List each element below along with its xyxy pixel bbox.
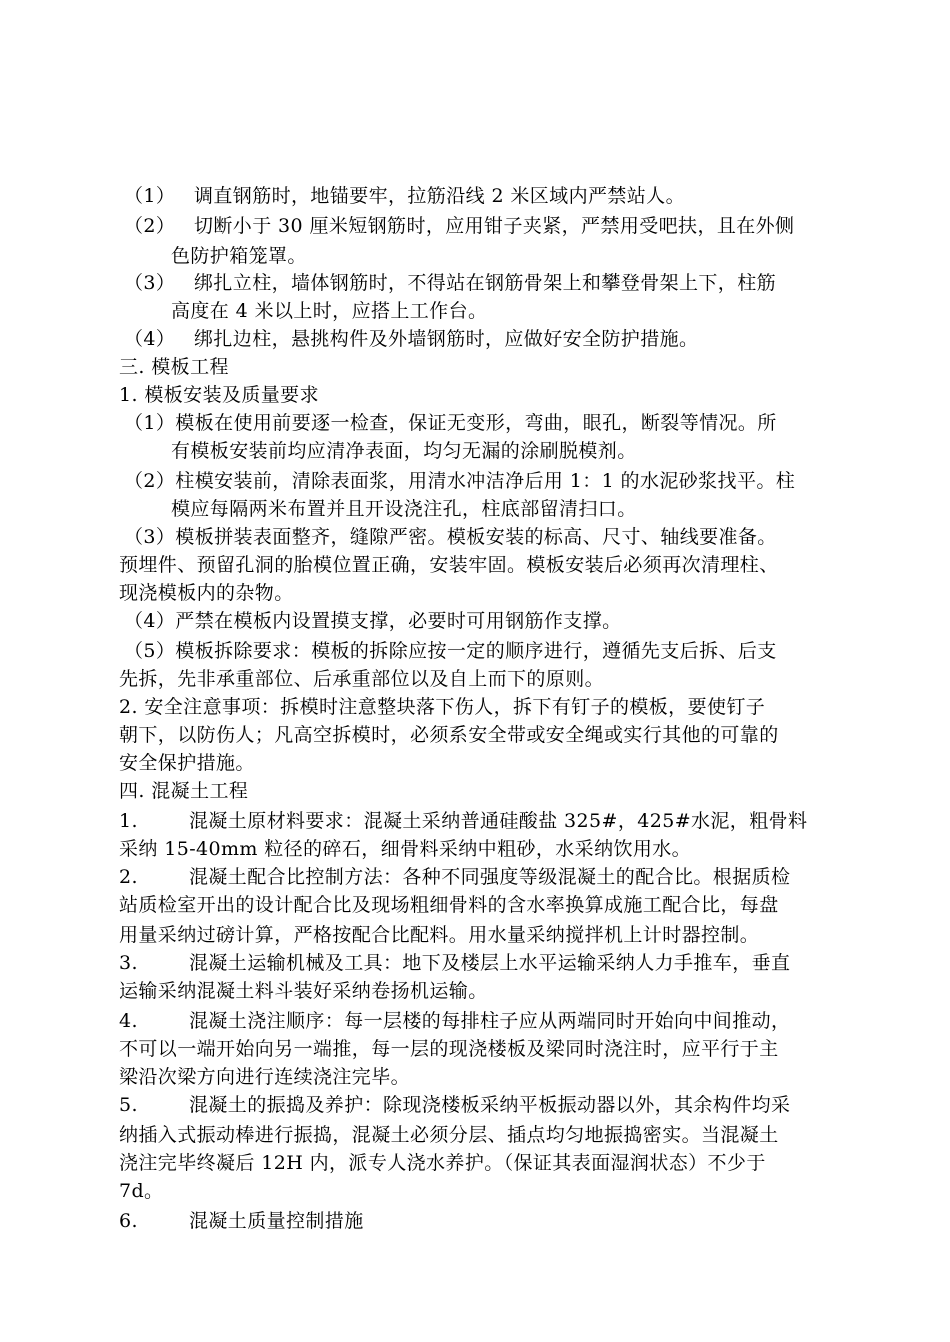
section-heading-concrete: 四. 混凝土工程 [119,780,249,802]
paragraph-line: （2）柱模安装前，清除表面浆，用清水冲洁净后用 1：1 的水泥砂浆找平。柱 [124,470,796,492]
paragraph-line: 用量采纳过磅计算，严格按配合比配料。用水量采纳搅拌机上计时器控制。 [119,924,760,946]
paragraph-line: （5）模板拆除要求：模板的拆除应按一定的顺序进行，遵循先支后拆、后支 [124,640,777,662]
list-number: （4） [124,328,176,350]
paragraph-line: （3）模板拼装表面整齐，缝隙严密。模板安装的标高、尺寸、轴线要准备。 [124,526,777,548]
section-heading-formwork: 三. 模板工程 [119,356,229,378]
paragraph-line: 高度在 4 米以上时，应搭上工作台。 [171,300,488,322]
paragraph-line: 梁沿次梁方向进行连续浇注完毕。 [119,1066,411,1088]
list-number: 3. [119,952,138,974]
paragraph-line: 运输采纳混凝土料斗装好采纳卷扬机运输。 [119,980,488,1002]
list-item-concrete-quality [119,1206,364,1236]
list-item-concrete-materials [119,806,807,836]
paragraph-text: 混凝土的振捣及养护：除现浇楼板采纳平板振动器以外，其余构件均采 [189,1094,791,1116]
list-item-concrete-vibrate [119,1090,790,1120]
list-item-rebar-straighten [124,181,685,211]
list-number: 4. [119,1010,138,1032]
paragraph-line: 现浇模板内的杂物。 [119,582,294,604]
paragraph-line: 采纳 15-40mm 粒径的碎石，细骨料采纳中粗砂，水采纳饮用水。 [119,838,692,860]
list-item-concrete-transport [119,948,790,978]
paragraph-text: 切断小于 30 厘米短钢筋时，应用钳子夹紧，严禁用受吧扶，且在外侧 [194,215,795,237]
paragraph-text: 混凝土原材料要求：混凝土采纳普通硅酸盐 325#，425#水泥，粗骨料 [189,810,808,832]
paragraph-line: 先拆，先非承重部位、后承重部位以及自上而下的原则。 [119,668,605,690]
paragraph-line: 2. 安全注意事项：拆模时注意整块落下伤人，拆下有钉子的模板，要使钉子 [119,696,766,718]
paragraph-text: 混凝土运输机械及工具：地下及楼层上水平运输采纳人力手推车，垂直 [189,952,791,974]
list-number: 2. [119,866,138,888]
list-number: 1. [119,810,138,832]
list-item-rebar-tie-column [124,268,776,298]
paragraph-text: 绑扎立柱，墙体钢筋时，不得站在钢筋骨架上和攀登骨架上下，柱筋 [194,272,777,294]
paragraph-line: 有模板安装前均应清净表面，均匀无漏的涂刷脱模剂。 [171,440,637,462]
paragraph-line: 不可以一端开始向另一端推，每一层的现浇楼板及梁同时浇注时，应平行于主 [119,1038,779,1060]
paragraph-text: 绑扎边柱，悬挑构件及外墙钢筋时，应做好安全防护措施。 [194,328,699,350]
list-item-rebar-cut [124,211,794,241]
paragraph-line: 安全保护措施。 [119,752,255,774]
paragraph-line: 色防护箱笼罩。 [171,245,307,267]
list-number: （1） [124,185,176,207]
paragraph-line: 站质检室开出的设计配合比及现场粗细骨料的含水率换算成施工配合比，每盘 [119,894,779,916]
paragraph-line: （1）模板在使用前要逐一检查，保证无变形，弯曲，眼孔，断裂等情况。所 [124,412,777,434]
paragraph-line: 模应每隔两米布置并且开设浇注孔，柱底部留清扫口。 [171,498,637,520]
paragraph-line: 7d。 [119,1180,164,1202]
paragraph-line: 预埋件、预留孔洞的胎模位置正确，安装牢固。模板安装后必须再次清理柱、 [119,554,779,576]
paragraph-line: 纳插入式振动棒进行振捣，混凝土必须分层、插点均匀地振捣密实。当混凝土 [119,1124,779,1146]
paragraph-text: 混凝土配合比控制方法：各种不同强度等级混凝土的配合比。根据质检 [189,866,791,888]
list-number: 5. [119,1094,138,1116]
subsection-heading: 1. 模板安装及质量要求 [119,384,319,406]
list-item-concrete-pour-order [119,1006,790,1036]
paragraph-text: 调直钢筋时，地锚要牢，拉筋沿线 2 米区域内严禁站人。 [194,185,685,207]
list-number: （2） [124,215,176,237]
paragraph-text: 混凝土浇注顺序：每一层楼的每排柱子应从两端同时开始向中间推动， [189,1010,791,1032]
list-item-rebar-edge [124,324,698,354]
paragraph-text: 混凝土质量控制措施 [189,1210,364,1232]
list-number: 6. [119,1210,138,1232]
paragraph-line: 朝下，以防伤人；凡高空拆模时，必须系安全带或安全绳或实行其他的可靠的 [119,724,779,746]
list-number: （3） [124,272,176,294]
paragraph-line: 浇注完毕终凝后 12H 内，派专人浇水养护。（保证其表面湿润状态）不少于 [119,1152,766,1174]
list-item-concrete-mix [119,862,790,892]
paragraph-line: （4）严禁在模板内设置摸支撑，必要时可用钢筋作支撑。 [124,610,622,632]
